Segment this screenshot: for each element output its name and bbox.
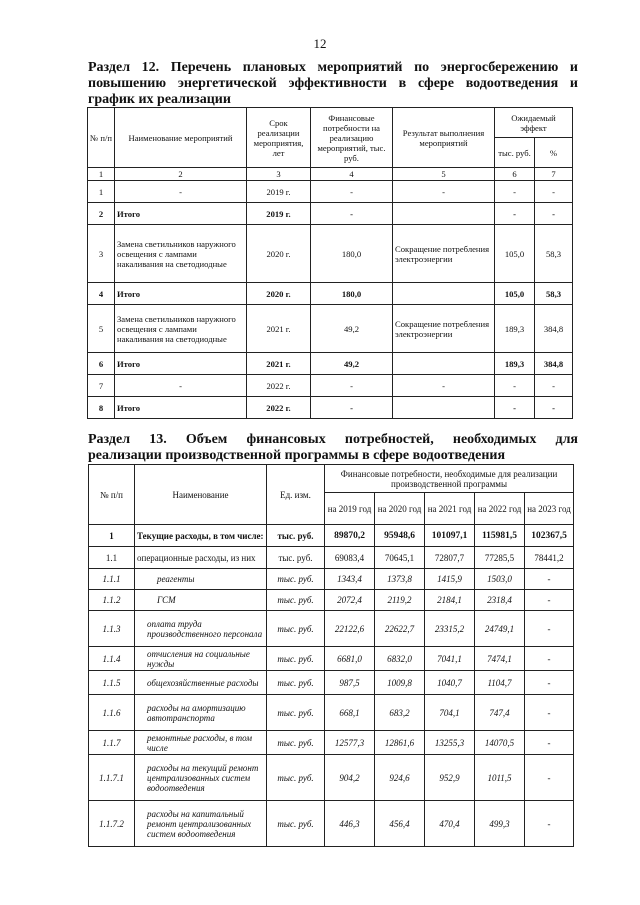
- cell-name: Итого: [115, 397, 247, 419]
- cell-unit: тыс. руб.: [267, 671, 325, 695]
- cell-unit: тыс. руб.: [267, 569, 325, 590]
- cell-effect-pct: 384,8: [535, 305, 573, 353]
- table-row: [88, 305, 573, 353]
- table-row: [88, 225, 573, 283]
- measures-table: [87, 107, 573, 419]
- cell-value: 456,4: [375, 801, 425, 847]
- cell-value: 446,3: [325, 801, 375, 847]
- cell-period: 2021 г.: [247, 305, 311, 353]
- cell-name: -: [115, 375, 247, 397]
- col-number: 4: [311, 168, 393, 181]
- cell-unit: тыс. руб.: [267, 647, 325, 671]
- cell-num: 1.1.4: [89, 647, 135, 671]
- cell-value: 2184,1: [425, 590, 475, 611]
- table-row: [89, 590, 574, 611]
- cell-value: 22622,7: [375, 611, 425, 647]
- cell-value: 13255,3: [425, 731, 475, 755]
- cell-num: 1: [89, 525, 135, 547]
- cell-value: 1415,9: [425, 569, 475, 590]
- cell-finance: 180,0: [311, 225, 393, 283]
- cell-value: -: [525, 801, 574, 847]
- col-header-year: на 2020 год: [375, 493, 425, 525]
- cell-value: 95948,6: [375, 525, 425, 547]
- cell-effect-pct: 58,3: [535, 225, 573, 283]
- cell-value: 24749,1: [475, 611, 525, 647]
- cell-num: 1.1.7.2: [89, 801, 135, 847]
- table-row: [89, 671, 574, 695]
- table-row: [89, 569, 574, 590]
- cell-num: 1.1.6: [89, 695, 135, 731]
- col-number: 7: [535, 168, 573, 181]
- cell-unit: тыс. руб.: [267, 590, 325, 611]
- cell-period: 2020 г.: [247, 283, 311, 305]
- cell-value: 1373,8: [375, 569, 425, 590]
- col-header-effect: Ожидаемый эффект: [495, 108, 573, 138]
- cell-name: ГСМ: [135, 590, 267, 611]
- cell-unit: тыс. руб.: [267, 525, 325, 547]
- cell-result: [393, 203, 495, 225]
- cell-value: 1104,7: [475, 671, 525, 695]
- table-header-row: [89, 465, 574, 493]
- cell-value: 23315,2: [425, 611, 475, 647]
- cell-period: 2019 г.: [247, 181, 311, 203]
- section-13-heading: [88, 432, 578, 464]
- cell-value: 2318,4: [475, 590, 525, 611]
- col-header-unit: Ед. изм.: [267, 465, 325, 525]
- cell-unit: тыс. руб.: [267, 731, 325, 755]
- cell-num: 8: [88, 397, 115, 419]
- table-row: [89, 755, 574, 801]
- cell-value: 952,9: [425, 755, 475, 801]
- heading-line: повышению энергетической эффективности в сфере водоотведения и: [88, 76, 578, 91]
- cell-value: 668,1: [325, 695, 375, 731]
- cell-value: 904,2: [325, 755, 375, 801]
- cell-value: -: [525, 671, 574, 695]
- cell-num: 1.1.3: [89, 611, 135, 647]
- cell-value: 70645,1: [375, 547, 425, 569]
- cell-value: 6832,0: [375, 647, 425, 671]
- cell-num: 5: [88, 305, 115, 353]
- cell-value: 924,6: [375, 755, 425, 801]
- cell-result: -: [393, 375, 495, 397]
- cell-value: 1011,5: [475, 755, 525, 801]
- table-row: [89, 547, 574, 569]
- cell-value: 101097,1: [425, 525, 475, 547]
- col-header-finance: Финансовые потребности на реализацию мероприятий, тыс. руб.: [311, 108, 393, 168]
- table-row: [88, 375, 573, 397]
- financial-needs-table: [88, 464, 574, 847]
- cell-period: 2022 г.: [247, 375, 311, 397]
- cell-value: 1040,7: [425, 671, 475, 695]
- cell-value: 2072,4: [325, 590, 375, 611]
- cell-effect-pct: 58,3: [535, 283, 573, 305]
- table-row-total: [88, 353, 573, 375]
- cell-effect-pct: -: [535, 203, 573, 225]
- cell-effect-pct: -: [535, 181, 573, 203]
- cell-result: Сокращение потребления электроэнергии: [393, 305, 495, 353]
- cell-name: Итого: [115, 353, 247, 375]
- cell-value: -: [525, 731, 574, 755]
- heading-line: реализации производственной программы в сфере водоотведения: [88, 448, 506, 463]
- cell-num: 1.1.1: [89, 569, 135, 590]
- cell-value: 1009,8: [375, 671, 425, 695]
- heading-line: Раздел 13. Объем финансовых потребностей, необходимых для: [88, 432, 578, 447]
- cell-effect-rub: -: [495, 375, 535, 397]
- cell-finance: -: [311, 397, 393, 419]
- cell-name: Итого: [115, 283, 247, 305]
- cell-result: -: [393, 181, 495, 203]
- cell-num: 1.1.7: [89, 731, 135, 755]
- cell-value: 102367,5: [525, 525, 574, 547]
- cell-value: -: [525, 695, 574, 731]
- cell-num: 4: [88, 283, 115, 305]
- cell-value: 747,4: [475, 695, 525, 731]
- cell-effect-pct: -: [535, 397, 573, 419]
- cell-period: 2021 г.: [247, 353, 311, 375]
- cell-value: 22122,6: [325, 611, 375, 647]
- table-row: [89, 611, 574, 647]
- cell-name: оплата труда производственного персонала: [135, 611, 267, 647]
- cell-value: -: [525, 755, 574, 801]
- cell-value: 72807,7: [425, 547, 475, 569]
- col-number: 3: [247, 168, 311, 181]
- cell-name: общехозяйственные расходы: [135, 671, 267, 695]
- cell-num: 1.1.5: [89, 671, 135, 695]
- cell-value: 6681,0: [325, 647, 375, 671]
- cell-num: 1: [88, 181, 115, 203]
- cell-name: отчисления на социальные нужды: [135, 647, 267, 671]
- col-header-finance: Финансовые потребности, необходимые для реализации производственной программы: [325, 465, 574, 493]
- cell-finance: -: [311, 375, 393, 397]
- cell-unit: тыс. руб.: [267, 755, 325, 801]
- cell-value: -: [525, 611, 574, 647]
- cell-name: Замена светильников наружного освещения с лампами накаливания на светодиодные: [115, 225, 247, 283]
- cell-unit: тыс. руб.: [267, 801, 325, 847]
- section-12-heading: [88, 60, 578, 108]
- table-row-total: [88, 397, 573, 419]
- col-number: 5: [393, 168, 495, 181]
- col-header-effect-rub: тыс. руб.: [495, 138, 535, 168]
- heading-line: график их реализации: [88, 92, 231, 107]
- col-number: 6: [495, 168, 535, 181]
- table-row: [88, 181, 573, 203]
- cell-result: [393, 353, 495, 375]
- cell-value: 12577,3: [325, 731, 375, 755]
- table-row: [89, 801, 574, 847]
- cell-name: -: [115, 181, 247, 203]
- cell-num: 1.1.7.1: [89, 755, 135, 801]
- cell-name: Замена светильников наружного освещения с лампами накаливания на светодиодные: [115, 305, 247, 353]
- cell-name: Текущие расходы, в том числе:: [135, 525, 267, 547]
- cell-name: расходы на текущий ремонт централизованных систем водоотведения: [135, 755, 267, 801]
- cell-value: 1503,0: [475, 569, 525, 590]
- cell-effect-rub: 189,3: [495, 353, 535, 375]
- cell-value: 470,4: [425, 801, 475, 847]
- cell-value: -: [525, 647, 574, 671]
- column-number-row: [88, 168, 573, 181]
- table-row: [89, 731, 574, 755]
- cell-num: 6: [88, 353, 115, 375]
- cell-value: 7041,1: [425, 647, 475, 671]
- cell-name: расходы на капитальный ремонт централизованных систем водоотведения: [135, 801, 267, 847]
- cell-effect-rub: 105,0: [495, 225, 535, 283]
- table-header-row: [88, 108, 573, 138]
- cell-num: 1.1.2: [89, 590, 135, 611]
- cell-effect-pct: -: [535, 375, 573, 397]
- cell-finance: 180,0: [311, 283, 393, 305]
- col-header-num: № п/п: [89, 465, 135, 525]
- cell-value: -: [525, 569, 574, 590]
- cell-value: 77285,5: [475, 547, 525, 569]
- cell-effect-rub: -: [495, 203, 535, 225]
- cell-value: 2119,2: [375, 590, 425, 611]
- cell-name: расходы на амортизацию автотранспорта: [135, 695, 267, 731]
- cell-period: 2020 г.: [247, 225, 311, 283]
- cell-result: [393, 397, 495, 419]
- col-header-effect-pct: %: [535, 138, 573, 168]
- heading-line: Раздел 12. Перечень плановых мероприятий по энергосбережению и: [88, 60, 578, 75]
- table-row-total: [88, 203, 573, 225]
- col-header-name: Наименование мероприятий: [115, 108, 247, 168]
- cell-unit: тыс. руб.: [267, 695, 325, 731]
- cell-effect-pct: 384,8: [535, 353, 573, 375]
- col-number: 1: [88, 168, 115, 181]
- col-header-year: на 2022 год: [475, 493, 525, 525]
- cell-finance: 49,2: [311, 305, 393, 353]
- cell-value: 78441,2: [525, 547, 574, 569]
- cell-value: 89870,2: [325, 525, 375, 547]
- cell-effect-rub: -: [495, 181, 535, 203]
- cell-finance: -: [311, 203, 393, 225]
- cell-value: 115981,5: [475, 525, 525, 547]
- cell-result: [393, 283, 495, 305]
- cell-effect-rub: 105,0: [495, 283, 535, 305]
- table-row: [89, 647, 574, 671]
- cell-num: 1.1: [89, 547, 135, 569]
- cell-value: 1343,4: [325, 569, 375, 590]
- cell-effect-rub: -: [495, 397, 535, 419]
- cell-num: 7: [88, 375, 115, 397]
- table-row-total: [88, 283, 573, 305]
- cell-period: 2019 г.: [247, 203, 311, 225]
- cell-effect-rub: 189,3: [495, 305, 535, 353]
- cell-unit: тыс. руб.: [267, 611, 325, 647]
- cell-num: 2: [88, 203, 115, 225]
- cell-result: Сокращение потребления электроэнергии: [393, 225, 495, 283]
- cell-num: 3: [88, 225, 115, 283]
- col-header-period: Срок реализации мероприятия, лет: [247, 108, 311, 168]
- col-header-year: на 2019 год: [325, 493, 375, 525]
- col-header-year: на 2023 год: [525, 493, 574, 525]
- cell-name: Итого: [115, 203, 247, 225]
- col-header-year: на 2021 год: [425, 493, 475, 525]
- cell-value: 69083,4: [325, 547, 375, 569]
- cell-value: 7474,1: [475, 647, 525, 671]
- cell-value: 987,5: [325, 671, 375, 695]
- cell-value: 12861,6: [375, 731, 425, 755]
- page-number: 12: [313, 36, 327, 51]
- cell-finance: -: [311, 181, 393, 203]
- col-header-name: Наименование: [135, 465, 267, 525]
- cell-name: ремонтные расходы, в том числе: [135, 731, 267, 755]
- table-row-total: [89, 525, 574, 547]
- cell-value: -: [525, 590, 574, 611]
- cell-finance: 49,2: [311, 353, 393, 375]
- col-header-result: Результат выполнения мероприятий: [393, 108, 495, 168]
- cell-value: 499,3: [475, 801, 525, 847]
- cell-value: 704,1: [425, 695, 475, 731]
- cell-name: операционные расходы, из них: [135, 547, 267, 569]
- cell-period: 2022 г.: [247, 397, 311, 419]
- cell-name: реагенты: [135, 569, 267, 590]
- cell-unit: тыс. руб.: [267, 547, 325, 569]
- cell-value: 683,2: [375, 695, 425, 731]
- col-header-num: № п/п: [88, 108, 115, 168]
- col-number: 2: [115, 168, 247, 181]
- table-row: [89, 695, 574, 731]
- cell-value: 14070,5: [475, 731, 525, 755]
